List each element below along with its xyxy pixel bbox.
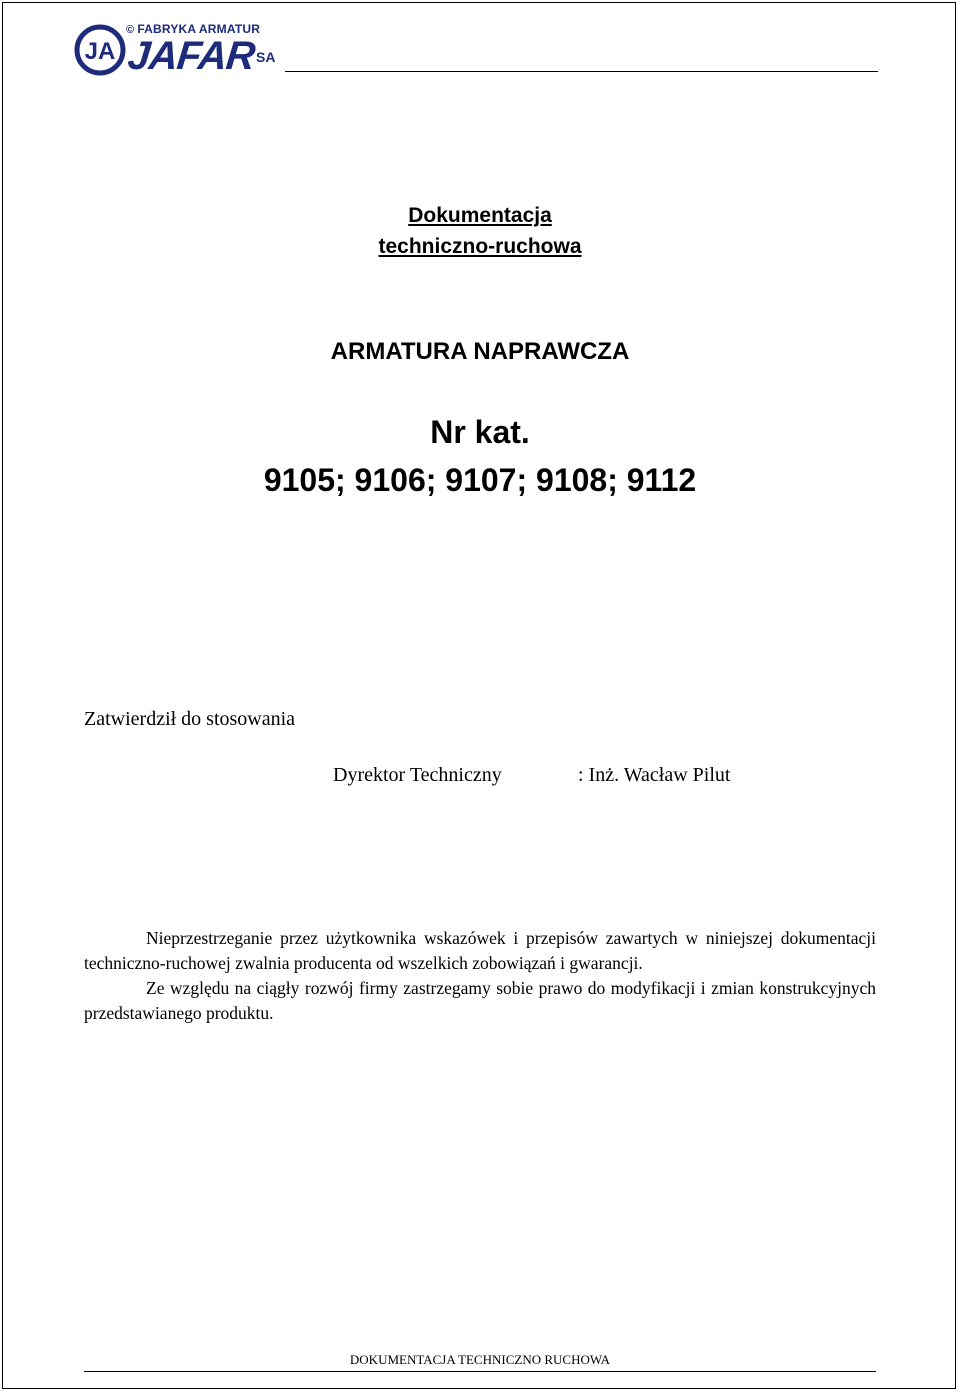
notice-paragraph-2: Ze względu na ciągły rozwój firmy zastrzegamy sobie prawo do modyfikacji i zmian konstrukcyjnych przedstawianego produktu.: [84, 978, 876, 1023]
document-title: [0, 200, 960, 262]
header-rule: [285, 71, 878, 72]
director-label: Dyrektor Techniczny: [333, 764, 502, 786]
document-title-line1: Dokumentacja: [408, 204, 552, 227]
product-name: ARMATURA NAPRAWCZA: [330, 338, 630, 365]
footer-rule: [84, 1371, 876, 1372]
catalog-label: Nr kat.: [430, 414, 530, 450]
notice-paragraph-1: Nieprzestrzeganie przez użytkownika wskazówek i przepisów zawartych w niniejszej dokumentacji techniczno-ruchowej zwalnia producenta od wszelkich zobowiązań i gwarancji.: [84, 928, 876, 973]
director-name: : Inż. Wacław Pilut: [578, 764, 731, 786]
copyright-mark: ©: [126, 24, 135, 36]
approved-label: Zatwierdził do stosowania: [84, 708, 296, 730]
logo-suffix: SA: [256, 49, 276, 65]
notice-block: [84, 926, 876, 1026]
document-title-line2: techniczno-ruchowa: [378, 235, 582, 258]
logo-name: JAFAR: [125, 34, 257, 78]
footer-text: DOKUMENTACJA TECHNICZNO RUCHOWA: [349, 1352, 611, 1367]
logo-tagline-text: FABRYKA ARMATUR: [137, 22, 261, 36]
logo-mark-icon: [74, 22, 128, 78]
catalog-numbers: 9105; 9106; 9107; 9108; 9112: [263, 462, 697, 498]
logo-mark-text: JA: [84, 38, 116, 65]
company-logo: [74, 22, 284, 80]
